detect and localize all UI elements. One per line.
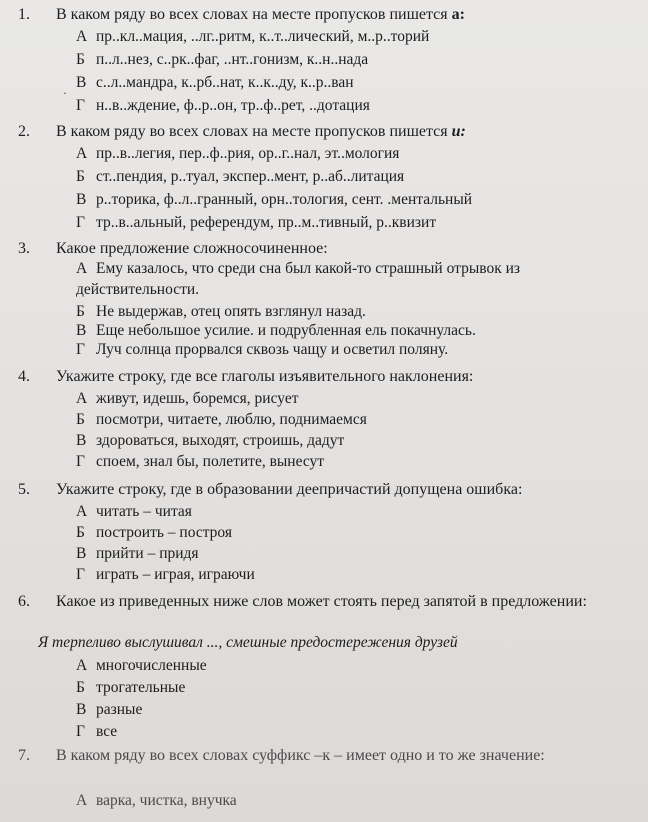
option-letter: Б <box>76 168 85 185</box>
question-6-option-v <box>76 701 636 719</box>
question-4-option-b <box>76 411 636 429</box>
question-text: Какое предложение сложносочиненное: <box>56 240 328 257</box>
question-2-option-g <box>76 214 636 232</box>
option-letter: В <box>76 191 87 208</box>
question-3-title <box>18 240 630 258</box>
option-text: построить – построя <box>96 524 233 541</box>
pen-mark: · <box>63 86 67 100</box>
option-text: разные <box>96 701 143 718</box>
option-text: н..в..ждение, ф..р..он, тр..ф..рет, ..дотация <box>96 97 370 114</box>
option-letter: Г <box>76 214 85 231</box>
target-letter: а: <box>451 6 465 23</box>
question-text: В каком ряду во всех словах суффикс –к – имеет одно и то же значение: <box>56 747 545 764</box>
option-text: трогательные <box>96 679 186 696</box>
question-6-title <box>18 592 630 612</box>
question-2-option-b <box>76 168 636 186</box>
question-1-option-g <box>76 97 636 115</box>
option-letter: Г <box>76 723 85 740</box>
option-letter: А <box>76 260 88 277</box>
option-letter: В <box>76 322 87 339</box>
option-text: Ему казалось, что среди сна был какой-то страшный отрывок из действительности. <box>76 260 521 298</box>
option-letter: А <box>76 657 88 674</box>
question-5-option-v <box>76 545 636 563</box>
question-6-sentence: Я терпеливо выслушивал ..., смешные предостережения друзей <box>38 634 458 651</box>
question-3-option-v <box>76 322 636 340</box>
question-7-option-a <box>76 792 636 810</box>
option-text: Луч солнца прорвался сквозь чащу и осветил поляну. <box>96 341 449 358</box>
option-letter: В <box>76 74 87 91</box>
question-3-option-g <box>76 341 636 359</box>
option-letter: Г <box>76 566 85 583</box>
question-6-option-b <box>76 679 636 697</box>
option-letter: Г <box>76 97 85 114</box>
option-letter: Б <box>76 411 85 428</box>
option-letter: В <box>76 545 87 562</box>
question-2-option-a <box>76 145 636 163</box>
question-number: 2. <box>18 123 30 140</box>
option-letter: Г <box>76 453 85 470</box>
option-text: многочисленные <box>96 657 207 674</box>
question-text: Укажите строку, где все глаголы изъявительного наклонения: <box>56 368 474 385</box>
question-3-option-b <box>76 303 636 321</box>
option-text: все <box>96 723 118 740</box>
option-text: споем, знал бы, полетите, вынесут <box>96 453 325 470</box>
question-5-title <box>18 481 630 499</box>
question-4-option-v <box>76 432 636 450</box>
option-letter: Б <box>76 524 85 541</box>
question-5-option-b <box>76 524 636 542</box>
option-text: Не выдержав, отец опять взглянул назад. <box>96 303 366 320</box>
question-number: 5. <box>18 481 30 498</box>
question-number: 7. <box>18 747 30 764</box>
question-6-option-a <box>76 657 636 675</box>
option-text: с..л..мандра, к..рб..нат, к..к..ду, к..р..ван <box>96 74 354 91</box>
question-1-option-v <box>76 74 636 92</box>
question-number: 6. <box>18 593 30 610</box>
question-number: 1. <box>18 6 30 23</box>
target-letter: и: <box>451 123 466 140</box>
option-letter: А <box>76 145 88 162</box>
option-letter: Б <box>76 303 85 320</box>
option-text: р..торика, ф..л..гранный, орн..тология, сент. .ментальный <box>96 191 473 208</box>
option-text: живут, идешь, боремся, рисует <box>96 390 299 407</box>
question-5-option-g <box>76 566 636 584</box>
option-letter: Б <box>76 679 85 696</box>
question-1-title <box>18 6 630 24</box>
question-text: В каком ряду во всех словах на месте пропусков пишется <box>56 6 448 23</box>
option-text: прийти – придя <box>96 545 199 562</box>
option-letter: А <box>76 390 88 407</box>
option-letter: В <box>76 701 87 718</box>
option-letter: Б <box>76 51 85 68</box>
question-number: 3. <box>18 240 30 257</box>
option-text: читать – читая <box>96 503 192 520</box>
option-text: посмотри, читаете, люблю, поднимаемся <box>96 411 367 428</box>
option-text: пр..в..легия, пер..ф..рия, ор..г..нал, эт..мология <box>96 145 400 162</box>
question-6-option-g <box>76 723 636 741</box>
question-5-option-a <box>76 503 636 521</box>
option-text: ст..пендия, р..туал, экспер..мент, р..аб..литация <box>96 168 405 185</box>
question-2-title <box>18 123 630 141</box>
option-text: играть – играя, играючи <box>96 566 255 583</box>
question-2-option-v <box>76 191 636 209</box>
option-text: здороваться, выходят, строишь, дадут <box>96 432 345 449</box>
question-text: В каком ряду во всех словах на месте пропусков пишется <box>56 123 448 140</box>
question-number: 4. <box>18 368 30 385</box>
option-letter: В <box>76 432 87 449</box>
option-text: пр..кл..мация, ..лг..ритм, к..т..лический, м..р..торий <box>96 28 430 45</box>
question-4-option-a <box>76 390 636 408</box>
question-1-option-a <box>76 28 636 46</box>
question-7-title <box>18 745 630 766</box>
option-letter: Г <box>76 341 85 358</box>
option-letter: А <box>76 28 88 45</box>
option-text: Еще небольшое усилие. и подрубленная ель покачнулась. <box>96 322 476 339</box>
question-4-option-g <box>76 453 636 471</box>
question-1-option-b <box>76 51 636 69</box>
question-3-option-a <box>76 258 616 300</box>
question-text: Укажите строку, где в образовании деепричастий допущена ошибка: <box>56 481 523 498</box>
option-text: п..л..нез, с..рк..фаг, ..нт..гонизм, к..н..нада <box>96 51 369 68</box>
option-text: варка, чистка, внучка <box>96 792 237 809</box>
option-letter: А <box>76 503 88 520</box>
option-letter: А <box>76 792 88 809</box>
option-text: тр..в..альный, референдум, пр..м..тивный, р..квизит <box>96 214 437 231</box>
question-text: Какое из приведенных ниже слов может стоять перед запятой в предложении: <box>56 593 587 610</box>
question-4-title <box>18 368 630 386</box>
